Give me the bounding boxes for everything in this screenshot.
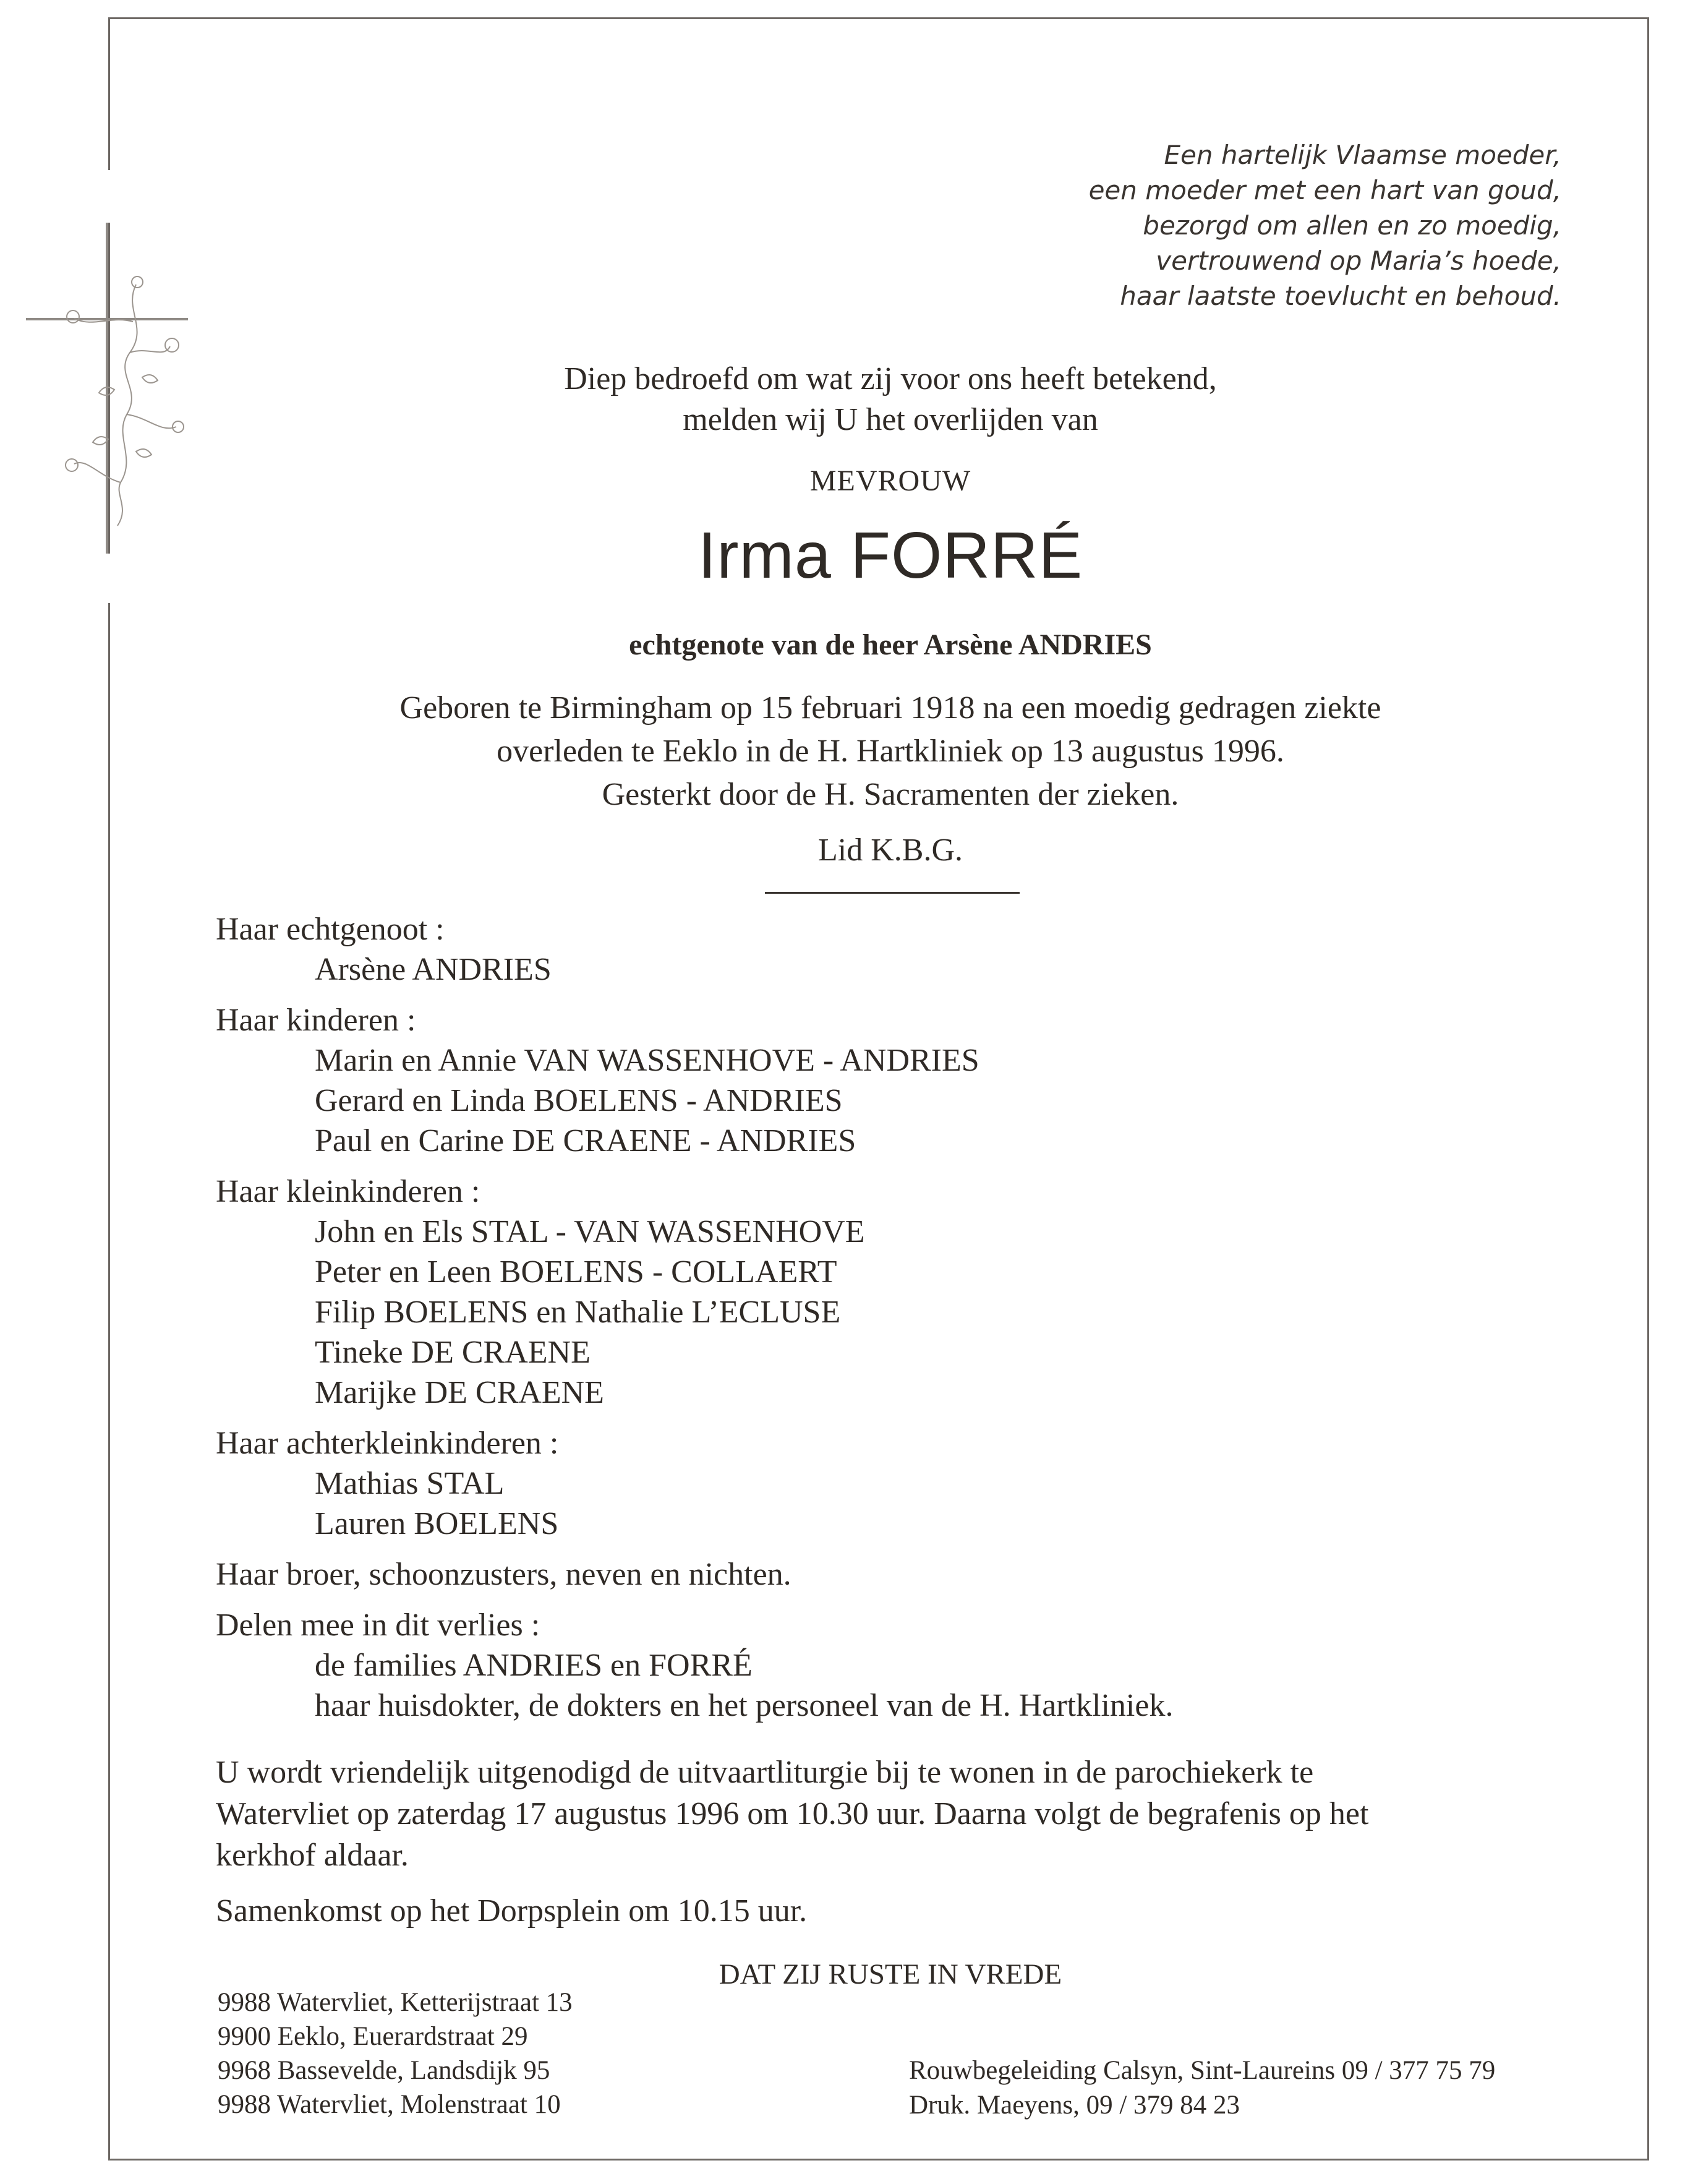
- closing-line: DAT ZIJ RUSTE IN VREDE: [719, 1958, 1062, 1990]
- poem-line: haar laatste toevlucht en behoud.: [1120, 281, 1561, 311]
- funeral-invitation: [216, 1752, 1368, 1876]
- group-heading: Haar kleinkinderen :: [216, 1174, 480, 1209]
- membership: Lid K.B.G.: [818, 833, 963, 868]
- family-member: Peter en Leen BOELENS - COLLAERT: [315, 1254, 837, 1290]
- poem-line: vertrouwend op Maria’s hoede,: [1156, 246, 1561, 276]
- invitation-line-2: Watervliet op zaterdag 17 augustus 1996 om 10.30 uur. Daarna volgt de begrafenis op het: [216, 1796, 1369, 1831]
- family-member: Paul en Carine DE CRAENE - ANDRIES: [315, 1123, 856, 1158]
- spouse-line: echtgenote van de heer Arsène ANDRIES: [629, 628, 1152, 661]
- address-line: 9988 Watervliet, Ketterijstraat 13: [218, 1988, 573, 2017]
- family-list: [216, 909, 1173, 1736]
- invitation-line-1: U wordt vriendelijk uitgenodigd de uitvaartliturgie bij te wonen in de parochiekerk te: [216, 1755, 1314, 1790]
- family-addresses: [218, 1985, 573, 2122]
- family-member: Tineke DE CRAENE: [315, 1335, 591, 1370]
- deceased-name: Irma FORRÉ: [697, 519, 1083, 592]
- address-line: 9988 Watervliet, Molenstraat 10: [218, 2090, 561, 2119]
- grandchildren-group: [216, 1171, 1173, 1413]
- born-line-2: overleden te Eeklo in de H. Hartkliniek op 13 augustus 1996.: [497, 734, 1284, 769]
- invitation-line-3: kerkhof aldaar.: [216, 1838, 409, 1873]
- poem-line: een moeder met een hart van goud,: [1088, 175, 1561, 205]
- family-member: Marin en Annie VAN WASSENHOVE - ANDRIES: [315, 1043, 979, 1078]
- intro-text: [0, 359, 1685, 440]
- group-heading: Haar achterkleinkinderen :: [216, 1426, 559, 1461]
- funeral-director: Rouwbegeleiding Calsyn, Sint-Laureins 09 / 377 75 79: [909, 2056, 1496, 2085]
- intro-line-1: Diep bedroefd om wat zij voor ons heeft betekend,: [564, 361, 1217, 396]
- poem: [1089, 137, 1561, 314]
- family-member: Arsène ANDRIES: [315, 952, 552, 987]
- sharing-group: [216, 1605, 1173, 1726]
- poem-line: Een hartelijk Vlaamse moeder,: [1164, 140, 1561, 170]
- printer-credits: [909, 2053, 1495, 2123]
- gathering-note: Samenkomst op het Dorpsplein om 10.15 uur.: [216, 1893, 808, 1929]
- deceased-title: MEVROUW: [809, 465, 971, 497]
- group-heading: Haar kinderen :: [216, 1003, 416, 1038]
- family-member: Marijke DE CRAENE: [315, 1375, 604, 1410]
- printer: Druk. Maeyens, 09 / 379 84 23: [909, 2091, 1240, 2120]
- group-heading: Haar echtgenoot :: [216, 912, 445, 947]
- family-member: Filip BOELENS en Nathalie L’ECLUSE: [315, 1295, 841, 1330]
- family-member: Mathias STAL: [315, 1466, 505, 1501]
- family-member: de families ANDRIES en FORRÉ: [315, 1648, 753, 1683]
- address-line: 9900 Eeklo, Euerardstraat 29: [218, 2022, 528, 2051]
- family-member: Gerard en Linda BOELENS - ANDRIES: [315, 1083, 843, 1118]
- poem-line: bezorgd om allen en zo moedig,: [1143, 210, 1561, 241]
- born-line-3: Gesterkt door de H. Sacramenten der zieken.: [602, 777, 1179, 812]
- family-member: Lauren BOELENS: [315, 1506, 559, 1541]
- great-grandchildren-group: [216, 1423, 1173, 1544]
- family-member: haar huisdokter, de dokters en het personeel van de H. Hartkliniek.: [315, 1688, 1174, 1723]
- spouse-group: [216, 909, 1173, 990]
- born-line-1: Geboren te Birmingham op 15 februari 1918 na een moedig gedragen ziekte: [399, 690, 1381, 726]
- group-heading: Delen mee in dit verlies :: [216, 1608, 540, 1643]
- children-group: [216, 1000, 1173, 1161]
- address-line: 9968 Bassevelde, Landsdijk 95: [218, 2056, 550, 2085]
- divider: [765, 892, 1020, 894]
- family-member: John en Els STAL - VAN WASSENHOVE: [315, 1214, 865, 1249]
- border-gap-top: [103, 170, 116, 223]
- intro-line-2: melden wij U het overlijden van: [683, 402, 1098, 437]
- birth-death-details: [0, 687, 1685, 816]
- other-relatives: Haar broer, schoonzusters, neven en nichten.: [216, 1557, 791, 1592]
